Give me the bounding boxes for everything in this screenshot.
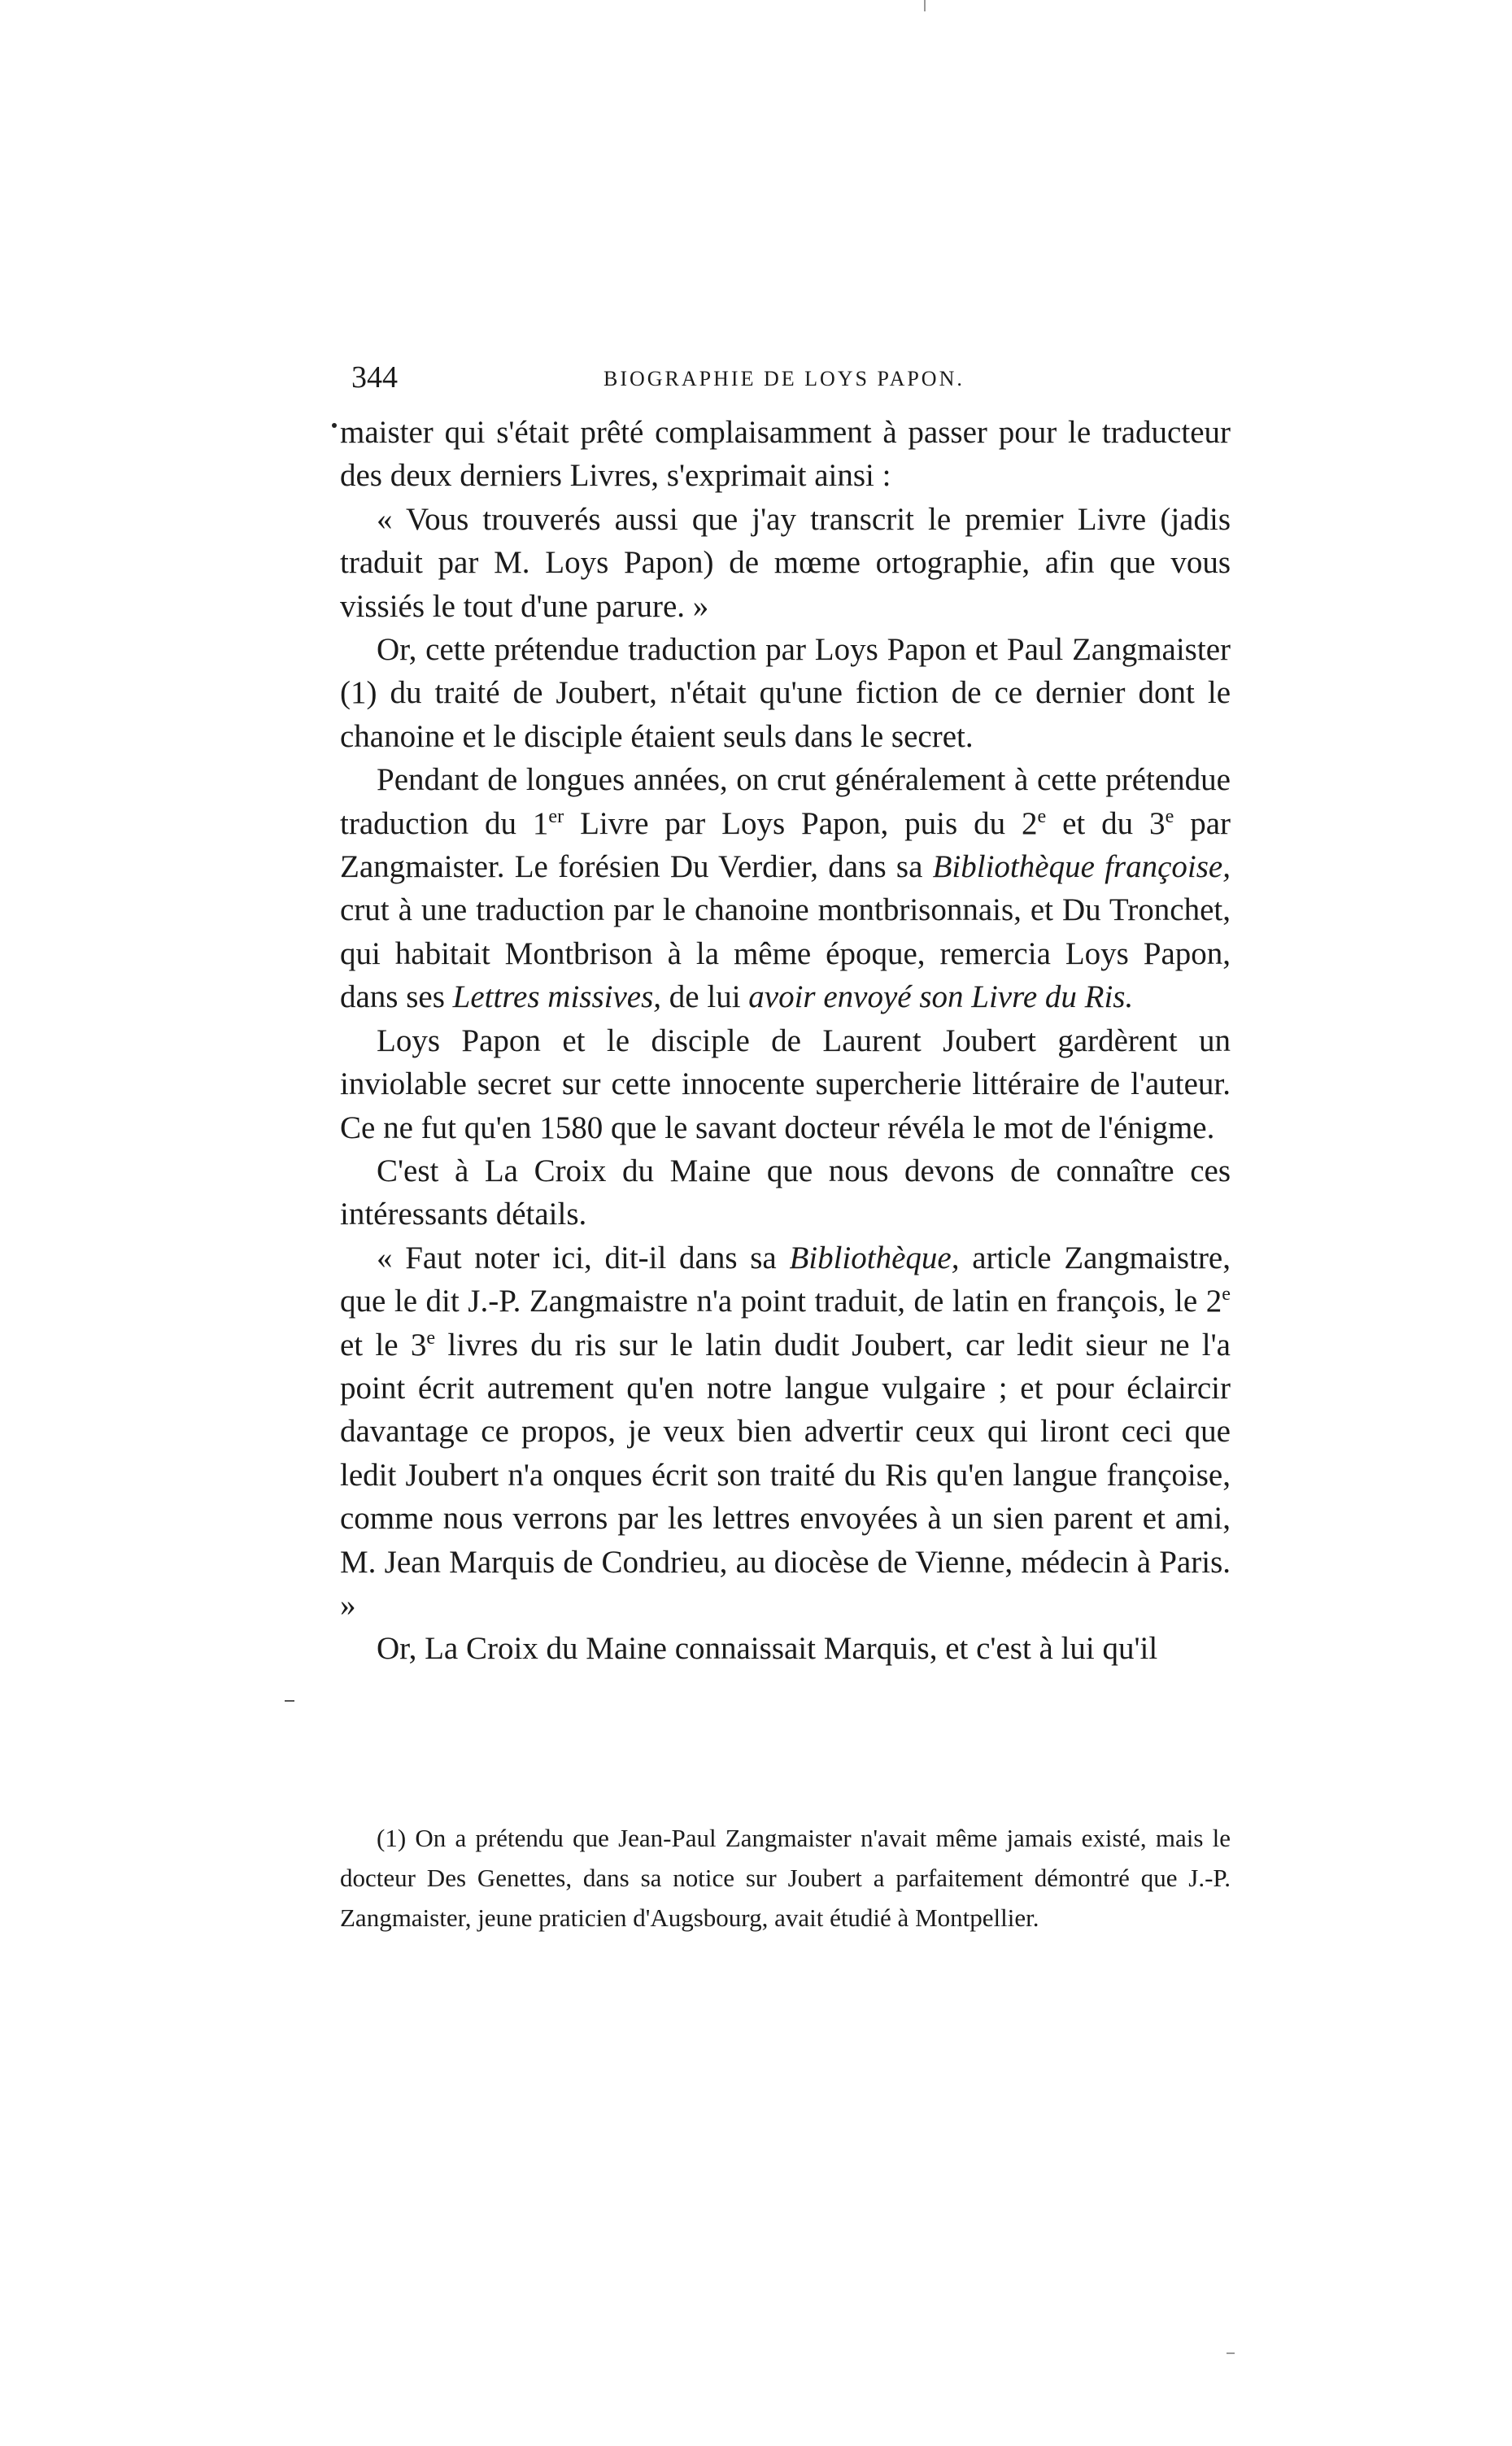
paragraph: « Vous trouverés aussi que j'ay transcrit le premier Livre (jadis traduit par M. Loys Papon) de mœme ortographie, afin que vous vissiés le tout d'une parure. »	[340, 501, 1231, 624]
superscript: e	[1165, 804, 1174, 827]
text-run: et du 3	[1046, 805, 1166, 841]
italic-text: avoir envoyé son Livre du Ris.	[748, 979, 1134, 1015]
footnote-text: (1) On a prétendu que Jean-Paul Zangmaister n'avait même jamais existé, mais le docteur Des Genettes, dans sa notice sur Joubert a parfaitement démontré que J.-P. Zangmaister, jeune praticien d'Augsbourg, avait étudié à Montpellier.	[340, 1824, 1231, 1932]
text-run: Pendant de longues années, on crut généralement à cette prétendue traduction du 1	[340, 762, 1231, 841]
paragraph: Or, La Croix du Maine connaissait Marquis, et c'est à lui qu'il	[377, 1631, 1158, 1667]
body-text	[340, 411, 1231, 1671]
superscript: er	[548, 804, 564, 827]
text-run: livres du ris sur le latin dudit Joubert, car ledit sieur ne l'a point écrit autrement qu'en notre langue vulgaire ; et pour éclaircir davantage ce propos, je veux bien advertir ceux qui liront ceci que ledit Joubert n'a onques écrit son traité du Ris qu'en langue françoise, comme nous verrons par les lettres envoyées à un sien parent et ami, M. Jean Marquis de Condrieu, au diocèse de Vienne, médecin à Paris. »	[340, 1327, 1231, 1623]
text-run: par Zangmaister. Le forésien Du Verdier, dans sa	[340, 805, 1231, 885]
text-run: de lui	[661, 979, 749, 1015]
superscript: e	[426, 1326, 436, 1349]
superscript: e	[1222, 1283, 1231, 1306]
text-run: Livre par Loys Papon, puis du 2	[564, 805, 1038, 841]
paragraph	[340, 758, 1231, 1018]
scan-mark	[924, 0, 926, 11]
italic-title: Lettres missives,	[452, 979, 662, 1015]
paragraph	[340, 1236, 1231, 1628]
italic-title: Bibliothèque,	[789, 1240, 960, 1275]
superscript: e	[1037, 804, 1047, 827]
text-run: « Faut noter ici, dit-il dans sa	[377, 1240, 790, 1275]
page-number: 344	[351, 360, 398, 395]
bullet-mark	[332, 423, 337, 428]
text-run: et le 3	[340, 1327, 427, 1363]
paragraph: maister qui s'était prêté complaisamment à passer pour le traducteur des deux derniers Livres, s'exprimait ainsi :	[340, 415, 1231, 494]
scan-mark	[1227, 2352, 1235, 2354]
paragraph: Or, cette prétendue traduction par Loys Papon et Paul Zangmaister (1) du traité de Joubert, n'était qu'une fiction de ce dernier dont le chanoine et le disciple étaient seuls dans le secret.	[340, 632, 1231, 754]
text-run: article Zangmaistre, que le dit J.-P. Zangmaistre n'a point traduit, de latin en françois, le 2	[340, 1240, 1231, 1319]
paragraph: Loys Papon et le disciple de Laurent Joubert gardèrent un inviolable secret sur cette innocente supercherie littéraire de l'auteur. Ce ne fut qu'en 1580 que le savant docteur révéla le mot de l'énigme.	[340, 1022, 1231, 1145]
page-header	[351, 358, 1311, 407]
paragraph: C'est à La Croix du Maine que nous devons de connaître ces intéressants détails.	[340, 1153, 1231, 1232]
footnote	[340, 1818, 1231, 1938]
margin-mark	[285, 1700, 294, 1702]
italic-title: Bibliothèque françoise,	[932, 849, 1231, 885]
text-run: crut à une traduction par le chanoine montbrisonnais, et Du Tronchet, qui habitait Montbrison à la même époque, remercia Loys Papon, dans ses	[340, 892, 1231, 1015]
running-title: BIOGRAPHIE DE LOYS PAPON.	[603, 367, 965, 390]
